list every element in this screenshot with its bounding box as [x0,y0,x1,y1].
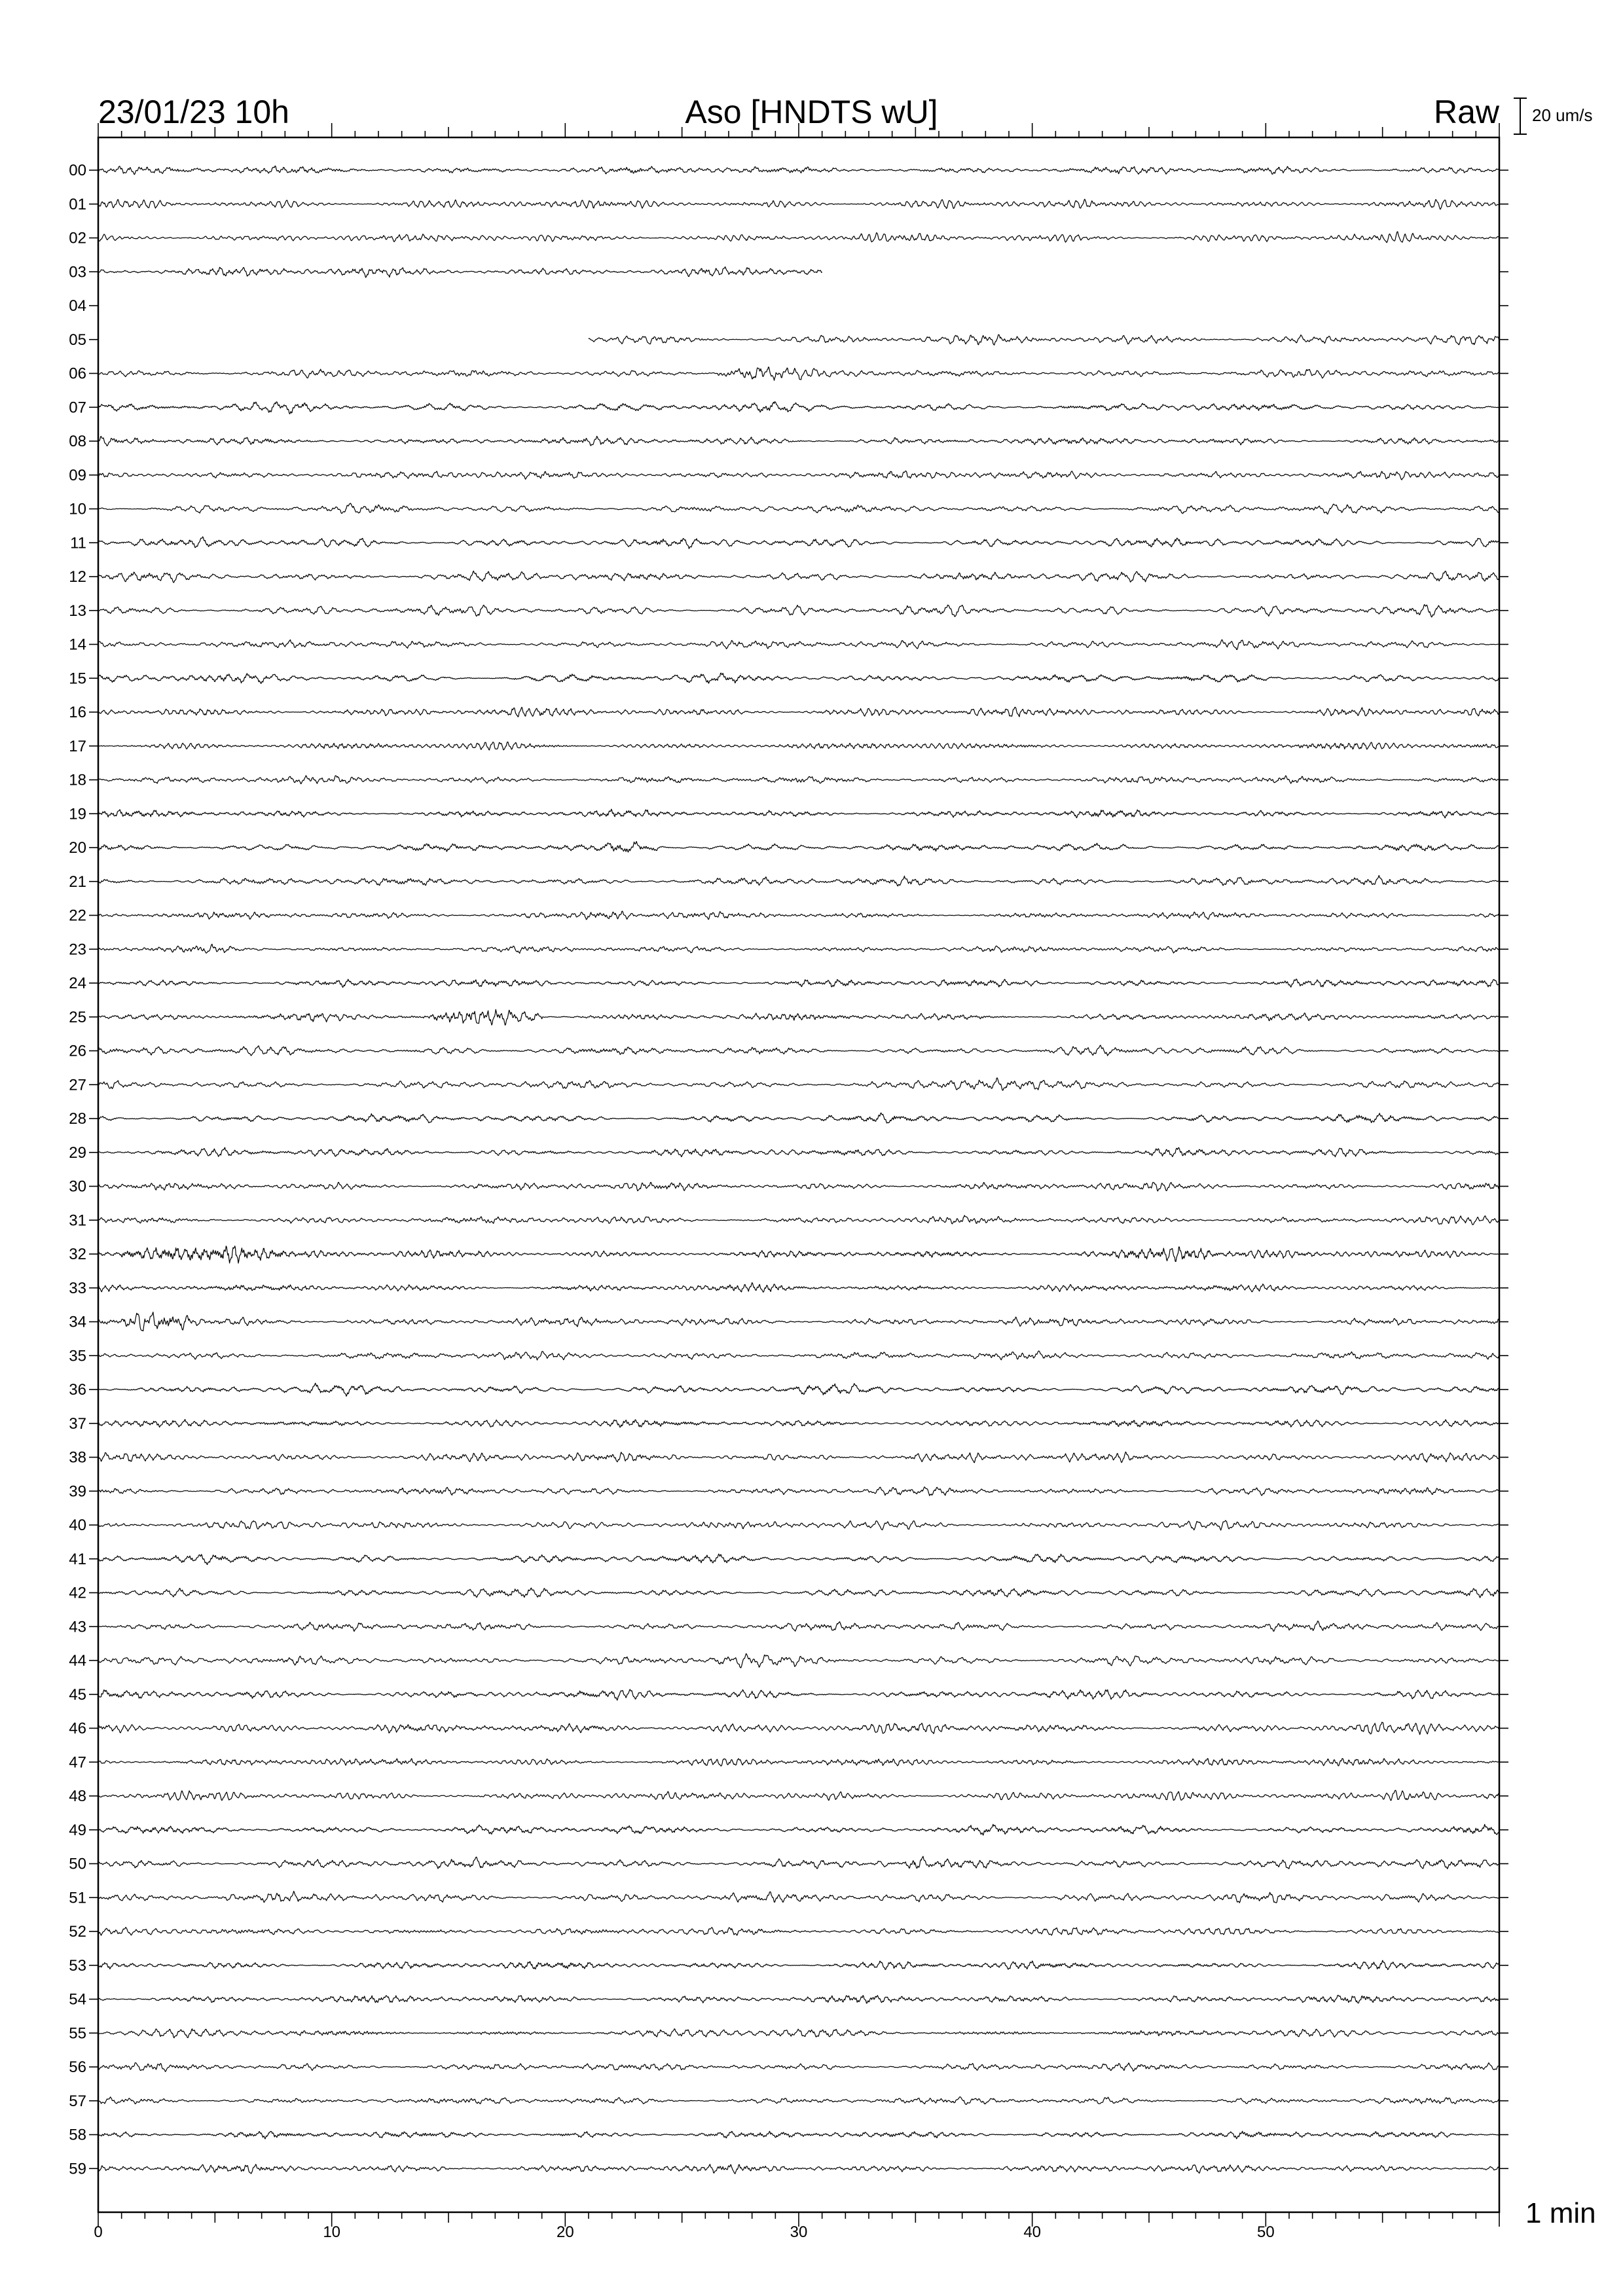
trace-41 [98,1554,1499,1564]
trace-20 [98,842,1499,852]
trace-15 [98,673,1499,683]
trace-54 [98,1995,1499,2003]
row-label-28: 28 [69,1110,86,1128]
trace-33 [98,1283,1499,1292]
row-label-42: 42 [69,1584,86,1602]
trace-13 [98,605,1499,617]
trace-07 [98,402,1499,414]
trace-05 [589,334,1499,345]
trace-56 [98,2063,1499,2072]
row-label-22: 22 [69,906,86,925]
row-label-36: 36 [69,1381,86,1399]
x-axis-unit-label: 1 min [1525,2197,1596,2229]
trace-24 [98,979,1499,988]
trace-22 [98,911,1499,920]
trace-02 [98,232,1499,243]
x-tick-label-10: 10 [323,2223,341,2241]
trace-31 [98,1215,1499,1225]
trace-48 [98,1790,1499,1801]
row-label-10: 10 [69,500,86,518]
row-label-14: 14 [69,636,86,654]
trace-26 [98,1045,1499,1056]
row-label-23: 23 [69,941,86,959]
row-label-19: 19 [69,805,86,823]
row-label-39: 39 [69,1482,86,1501]
trace-17 [98,742,1499,751]
row-label-30: 30 [69,1177,86,1196]
header-station-title: Aso [HNDTS wU] [685,94,938,130]
row-label-33: 33 [69,1279,86,1297]
trace-49 [98,1824,1499,1835]
trace-27 [98,1078,1499,1090]
row-label-51: 51 [69,1889,86,1907]
trace-51 [98,1892,1499,1903]
trace-09 [98,471,1499,480]
trace-57 [98,2097,1499,2105]
trace-32 [98,1246,1499,1263]
amplitude-scale-label: 20 um/s [1532,105,1593,125]
trace-35 [98,1351,1499,1360]
trace-30 [98,1182,1499,1191]
row-label-54: 54 [69,1990,86,2009]
row-label-09: 09 [69,466,86,484]
row-label-21: 21 [69,872,86,891]
trace-25 [98,1009,1499,1025]
trace-42 [98,1588,1499,1598]
row-label-37: 37 [69,1414,86,1433]
trace-18 [98,776,1499,784]
row-label-40: 40 [69,1516,86,1534]
trace-59 [98,2164,1499,2174]
trace-06 [98,367,1499,381]
trace-19 [98,809,1499,818]
trace-40 [98,1520,1499,1530]
row-label-56: 56 [69,2058,86,2076]
row-label-01: 01 [69,195,86,213]
trace-12 [98,571,1499,583]
trace-44 [98,1654,1499,1668]
label-layer [69,162,1274,2241]
row-label-49: 49 [69,1821,86,1839]
row-label-48: 48 [69,1787,86,1805]
row-label-17: 17 [69,737,86,755]
trace-53 [98,1960,1499,1969]
row-label-26: 26 [69,1042,86,1060]
row-label-05: 05 [69,331,86,349]
row-label-06: 06 [69,365,86,383]
trace-38 [98,1452,1499,1462]
row-label-20: 20 [69,839,86,857]
trace-50 [98,1856,1499,1869]
row-label-24: 24 [69,975,86,992]
trace-10 [98,503,1499,514]
trace-16 [98,708,1499,717]
row-label-18: 18 [69,771,86,789]
row-label-31: 31 [69,1211,86,1230]
trace-11 [98,537,1499,548]
trace-21 [98,876,1499,886]
header-mode: Raw [1433,94,1499,130]
row-label-32: 32 [69,1246,86,1263]
row-label-41: 41 [69,1550,86,1568]
row-label-46: 46 [69,1719,86,1738]
trace-03 [98,267,822,278]
trace-01 [98,199,1499,209]
row-label-12: 12 [69,568,86,586]
row-label-13: 13 [69,601,86,620]
x-tick-label-20: 20 [556,2223,574,2241]
trace-29 [98,1147,1499,1157]
trace-58 [98,2131,1499,2139]
row-label-27: 27 [69,1076,86,1094]
row-label-47: 47 [69,1753,86,1772]
trace-37 [98,1420,1499,1427]
trace-34 [98,1312,1499,1331]
row-label-50: 50 [69,1855,86,1873]
header-date-hour: 23/01/23 10h [98,94,289,130]
row-label-57: 57 [69,2092,86,2110]
trace-52 [98,1928,1499,1936]
trace-45 [98,1689,1499,1700]
trace-46 [98,1722,1499,1734]
row-label-38: 38 [69,1448,86,1467]
row-label-03: 03 [69,263,86,281]
x-tick-label-40: 40 [1023,2223,1042,2241]
row-label-34: 34 [69,1313,86,1331]
row-label-43: 43 [69,1618,86,1636]
trace-23 [98,944,1499,954]
row-label-59: 59 [69,2160,86,2178]
x-tick-label-50: 50 [1256,2223,1275,2241]
trace-00 [98,166,1499,174]
axes-layer [89,94,1527,2227]
row-label-11: 11 [70,534,86,552]
row-label-53: 53 [69,1956,86,1975]
trace-47 [98,1759,1499,1767]
row-label-58: 58 [69,2126,86,2144]
trace-layer [98,166,1499,2174]
row-label-44: 44 [69,1652,86,1670]
trace-43 [98,1621,1499,1632]
x-tick-label-0: 0 [94,2223,103,2241]
row-label-00: 00 [69,162,86,179]
trace-36 [98,1383,1499,1396]
trace-55 [98,2029,1499,2038]
row-label-35: 35 [69,1347,86,1365]
row-label-55: 55 [69,2024,86,2043]
trace-14 [98,639,1499,649]
row-label-15: 15 [69,670,86,688]
row-label-16: 16 [69,704,86,721]
row-label-29: 29 [69,1143,86,1162]
row-label-08: 08 [69,433,86,450]
row-label-07: 07 [69,399,86,417]
trace-08 [98,437,1499,446]
row-label-52: 52 [69,1923,86,1941]
row-label-25: 25 [69,1008,86,1026]
row-label-04: 04 [69,297,86,315]
x-tick-label-30: 30 [790,2223,808,2241]
trace-28 [98,1113,1499,1123]
trace-39 [98,1487,1499,1496]
row-label-02: 02 [69,229,86,247]
row-label-45: 45 [69,1685,86,1704]
